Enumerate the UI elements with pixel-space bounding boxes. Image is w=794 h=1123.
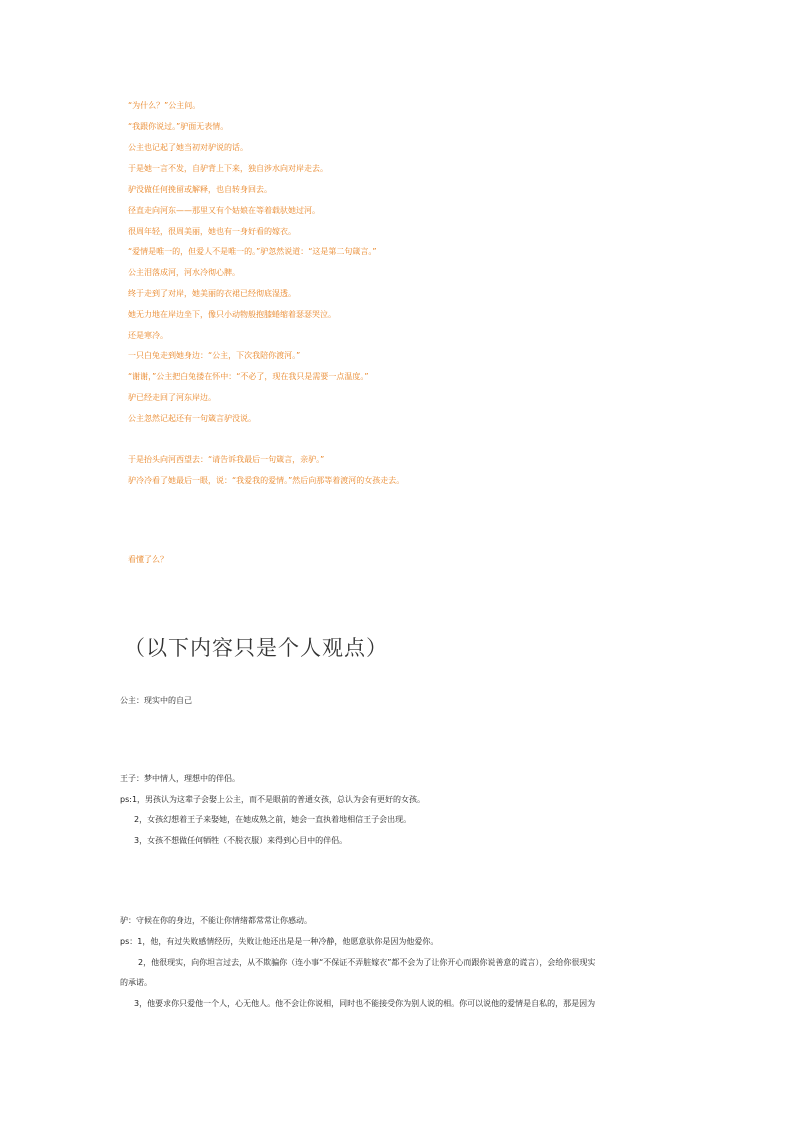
- story-line-1: “为什么？”公主问。: [128, 101, 201, 110]
- prince-title: 王子：梦中情人，理想中的伴侣。: [120, 774, 240, 783]
- story-line-4: 于是她一言不发，自驴背上下来，独自涉水向对岸走去。: [128, 164, 328, 173]
- donkey-point-2-cont: 的承诺。: [120, 978, 152, 987]
- story-line-14: “谢谢，”公主把白兔搂在怀中：“不必了，现在我只是需要一点温度。”: [128, 372, 369, 381]
- story-line-11: 她无力地在岸边坐下，像只小动物般抱膝蜷缩着瑟瑟哭泣。: [128, 310, 336, 319]
- prince-point-2: 2，女孩幻想着王子来娶她，在她成熟之前，她会一直执着地相信王子会出现。: [134, 815, 412, 824]
- donkey-point-3: 3，他要求你只爱他一个人，心无他人。他不会让你说相，同时也不能接受你为别人说的相。你可以说他的爱情是自私的，那是因为: [134, 999, 596, 1008]
- story-line-12: 还是寒冷。: [128, 331, 168, 340]
- story-line-2: “我跟你说过。”驴面无表情。: [128, 122, 229, 131]
- story-line-18: 驴冷冷看了她最后一眼，说：“我爱我的爱情。”然后向那等着渡河的女孩走去。: [128, 476, 405, 485]
- princess-note: 公主：现实中的自己: [120, 696, 192, 705]
- prince-point-1: ps:1，男孩认为这辈子会娶上公主，而不是眼前的普通女孩，总认为会有更好的女孩。: [120, 795, 426, 804]
- story-line-9: 公主泪落成河，河水冷彻心脾。: [128, 268, 240, 277]
- story-remark: 看懂了么？: [128, 555, 168, 564]
- story-line-6: 径直走向河东——那里又有个姑娘在等着载驮她过河。: [128, 206, 320, 215]
- story-line-3: 公主也记起了她当初对驴说的话。: [128, 143, 248, 152]
- story-line-15: 驴已经走回了河东岸边。: [128, 393, 216, 402]
- donkey-point-1: ps：1，他，有过失败感情经历，失败让他还出是是一种冷静，他愿意驮你是因为他爱你。: [120, 937, 439, 946]
- story-line-16: 公主忽然记起还有一句箴言驴没说。: [128, 414, 256, 423]
- story-line-5: 驴没做任何挽留或解释，也自转身回去。: [128, 185, 272, 194]
- donkey-point-2: 2，他很现实，向你坦言过去，从不欺骗你（连小事“不保证不弄脏嫁衣”都不会为了让你开心而跟你说善意的谎言），会给你很现实: [138, 958, 596, 967]
- story-line-7: 很周年轻，很周美丽，她也有一身好看的嫁衣。: [128, 227, 296, 236]
- donkey-title: 驴：守候在你的身边，不能让你情绪都常常让你感动。: [120, 916, 312, 925]
- story-line-10: 终于走到了对岸，她美丽的衣裙已经彻底湿透。: [128, 289, 296, 298]
- section-heading: （以下内容只是个人观点）: [124, 636, 388, 660]
- prince-point-3: 3，女孩不想做任何牺牲（不脱衣服）来得到心目中的伴侣。: [134, 836, 348, 845]
- story-line-13: 一只白兔走到她身边：“公主，下次我陪你渡河。”: [128, 351, 301, 360]
- story-line-8: “爱情是唯一的，但爱人不是唯一的。”驴忽然说道：“这是第二句箴言。”: [128, 247, 377, 256]
- story-line-17: 于是抬头向河西望去：“请告诉我最后一句箴言，亲驴。”: [128, 455, 325, 464]
